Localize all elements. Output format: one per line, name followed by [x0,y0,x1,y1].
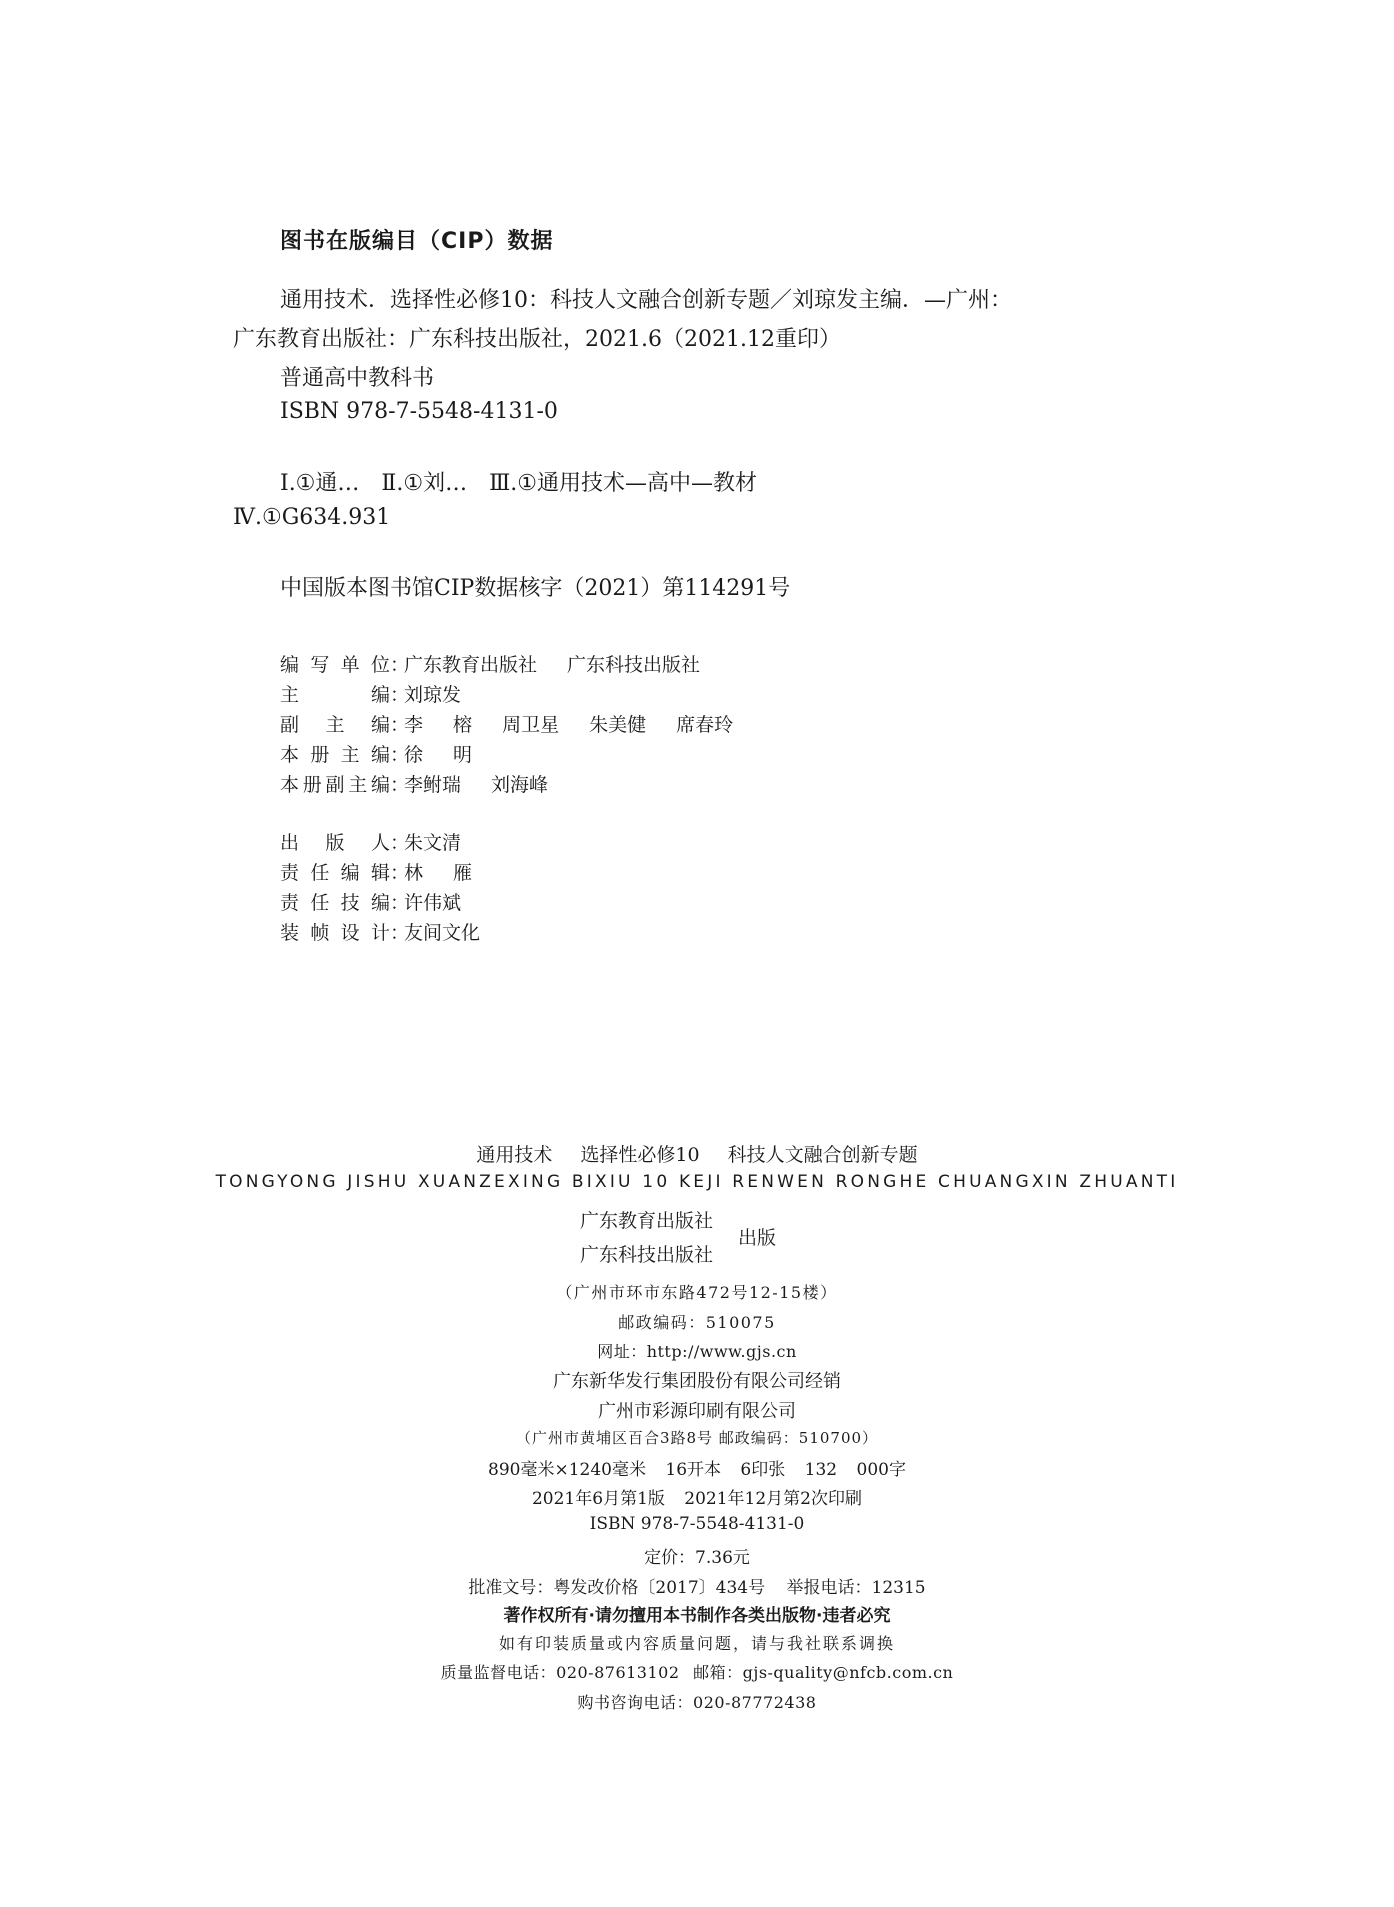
staff-names: 友间文化 [404,922,481,944]
staff-role: 主编 [280,684,390,706]
cip-line-publisher: 广东教育出版社：广东科技出版社，2021.6（2021.12重印） [233,327,841,352]
publisher-name: 广东教育出版社 [580,1210,714,1232]
printer: 广州市彩源印刷有限公司 [598,1401,796,1422]
staff-names: 徐 明 [404,744,473,766]
staff-names: 广东教育出版社 广东科技出版社 [404,654,701,676]
staff-role: 责任编辑 [280,862,390,884]
cip-line-classification: Ⅰ.①通… Ⅱ.①刘… Ⅲ.①通用技术—高中—教材 [280,471,758,496]
staff-row: 出版人：朱文清 [280,828,880,855]
printer-address: （广州市黄埔区百合3路8号 邮政编码：510700） [515,1429,879,1447]
staff-role: 副主编 [280,714,390,736]
cip-line-series: 普通高中教科书 [280,366,435,391]
staff-names: 刘琼发 [404,684,462,706]
approval-number: 批准文号：粤发改价格〔2017〕434号 举报电话：12315 [468,1578,926,1598]
cip-line-title: 通用技术．选择性必修10：科技人文融合创新专题／刘琼发主编．—广州： [280,288,1012,313]
staff-row: 本册主编：徐 明 [280,740,880,767]
copyright-notice: 著作权所有·请勿擅用本书制作各类出版物·违者必究 [503,1606,891,1626]
distributor: 广东新华发行集团股份有限公司经销 [553,1371,841,1392]
staff-names: 朱文清 [404,832,462,854]
publishers-block [580,1206,820,1272]
cip-line-clc: Ⅳ.①G634.931 [233,505,391,530]
staff-row: 责任编辑：林 雁 [280,858,880,885]
quality-contact: 质量监督电话：020-87613102 邮箱：gjs-quality@nfcb.com.cn [440,1663,954,1682]
price: 定价：7.36元 [644,1548,750,1568]
website: 网址：http://www.gjs.cn [597,1342,797,1361]
cip-line-isbn: ISBN 978-7-5548-4131-0 [280,399,558,424]
staff-row: 编写单位：广东教育出版社 广东科技出版社 [280,650,880,677]
publisher-address: （广州市环市东路472号12-15楼） [556,1283,838,1302]
book-title: 通用技术 选择性必修10 科技人文融合创新专题 [476,1144,918,1166]
cip-heading: 图书在版编目（CIP）数据 [280,229,554,254]
cip-line-record-number: 中国版本图书馆CIP数据核字（2021）第114291号 [280,576,791,601]
staff-role: 编写单位 [280,654,390,676]
edition-info: 2021年6月第1版 2021年12月第2次印刷 [531,1489,862,1509]
staff-names: 李鲋瑞 刘海峰 [404,774,549,796]
purchase-contact: 购书咨询电话：020-87772438 [577,1693,817,1712]
staff-names: 许伟斌 [404,892,462,914]
staff-row: 本册副主编：李鲋瑞 刘海峰 [280,770,880,797]
staff-row: 责任技编：许伟斌 [280,888,880,915]
publish-label: 出版 [738,1227,777,1249]
staff-row: 装帧设计：友间文化 [280,918,880,945]
book-specification: 890毫米×1240毫米 16开本 6印张 132 000字 [488,1460,906,1480]
isbn: ISBN 978-7-5548-4131-0 [589,1514,805,1534]
staff-role: 本册副主编 [280,774,390,796]
quality-notice: 如有印装质量或内容质量问题，请与我社联系调换 [498,1634,895,1653]
staff-names: 林 雁 [404,862,473,884]
staff-row: 副主编：李 榕 周卫星 朱美健 席春玲 [280,710,880,737]
staff-role: 本册主编 [280,744,390,766]
staff-names: 李 榕 周卫星 朱美健 席春玲 [404,714,734,736]
postcode: 邮政编码：510075 [618,1313,776,1332]
staff-row: 主编：刘琼发 [280,680,880,707]
book-title-pinyin: TONGYONG JISHU XUANZEXING BIXIU 10 KEJI RENWEN RONGHE CHUANGXIN ZHUANTI [215,1172,1179,1192]
staff-role: 出版人 [280,832,390,854]
staff-role: 装帧设计 [280,922,390,944]
publisher-name: 广东科技出版社 [580,1244,714,1266]
staff-role: 责任技编 [280,892,390,914]
